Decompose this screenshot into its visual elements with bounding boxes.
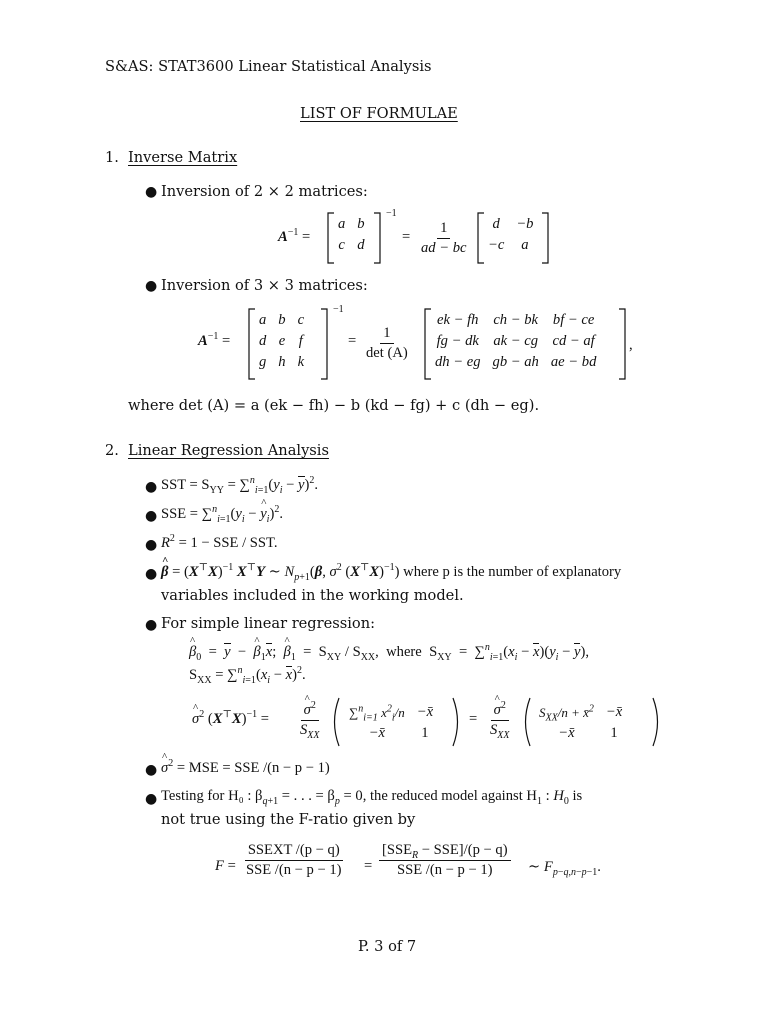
- m2-b: b: [357, 216, 365, 232]
- f-distribution: ∼ $F_{p-q,n-p-1}$.: [528, 859, 601, 878]
- m2inv-21: −c: [488, 237, 505, 253]
- bullet: ●: [145, 508, 158, 524]
- right-bracket: [540, 212, 550, 264]
- section-2-number: 2.: [105, 442, 119, 459]
- m3-cell: e: [278, 333, 286, 349]
- m2-a: a: [338, 216, 346, 232]
- page-number: P. 3 of 7: [358, 938, 417, 955]
- f-fraction-2: $\frac{[SSE_R - SSE]/(p - q)}{\text{SSE /(n − p − 1)}}$: [379, 842, 511, 879]
- matrix-2x2-adj: [482, 214, 539, 256]
- m3inv-cell: fg − dk: [436, 333, 479, 349]
- cov-lhs: ^ $\sigma^2$ $(X^⊤X)^{-1}$ =: [192, 711, 269, 728]
- sst-formula: SST = $S_{YY} = \sum^n_{i=1}(y_i - y)^2$.: [161, 475, 319, 496]
- section-2-title: Linear Regression Analysis: [128, 442, 329, 459]
- simple-estimators: ^ $\beta_0 = y$ − ^ $\beta_1x$; ^ $\beta_1 = S_{XY} / S_{XX}$, where $S_{XY} = \sum^n_{i=1}(x_i - x)(y_i - y)$,: [189, 644, 589, 661]
- m3-cell: d: [259, 333, 267, 349]
- course-header: S&AS: STAT3600 Linear Statistical Analysis: [105, 58, 432, 75]
- bullet: ●: [145, 479, 158, 495]
- left-paren: [520, 697, 532, 747]
- test-statement: Testing for H₀ : $\beta_{q+1}$ = . . . = $\beta_p = 0$, the reduced model against $H_1$ : $H_0$ is: [161, 788, 583, 807]
- section-1-number: 1.: [105, 149, 119, 166]
- m3inv-cell: dh − eg: [435, 354, 481, 370]
- simple-regression-label: For simple linear regression:: [161, 615, 376, 632]
- comma: ,: [629, 337, 633, 353]
- beta-hat-formula: ^ $\beta = (X^⊤X)^{-1}$ X⊤Y ∼ $N_{p+1}(\beta$, $\sigma^2$ $(X^⊤X)^{-1}$) where p is the number of explanatory: [161, 563, 621, 581]
- right-paren: [651, 697, 663, 747]
- left-paren: [329, 697, 341, 747]
- beta-hat-continuation: variables included in the working model.: [161, 587, 464, 604]
- right-bracket: [617, 308, 627, 380]
- inverse-superscript: −1: [333, 304, 344, 315]
- r2-formula: $R^2 = 1$ − SSE / SST.: [161, 533, 278, 551]
- inverse-superscript: −1: [386, 208, 397, 219]
- f-lhs: F =: [215, 858, 236, 874]
- m3-cell: f: [298, 333, 303, 349]
- m3inv-cell: ak − cg: [493, 333, 539, 349]
- sxx-definition: $S_{XX} = \sum^n_{i=1}(x_i - x)^2$.: [189, 665, 306, 686]
- sigma-fraction-1: ^ $\frac{\sigma^2}{S_{XX}}$: [297, 702, 323, 739]
- m3-cell: a: [259, 312, 267, 328]
- m3inv-cell: ch − bk: [493, 312, 539, 328]
- m3inv-cell: bf − ce: [552, 312, 595, 328]
- m2inv-22: a: [521, 237, 529, 253]
- page-title: LIST OF FORMULAE: [300, 105, 458, 122]
- bullet: ●: [145, 762, 158, 778]
- sigma-fraction-2: ^ $\frac{\sigma^2}{S_{XX}}$: [487, 702, 513, 739]
- bullet: ●: [145, 566, 158, 582]
- bullet: ●: [145, 791, 158, 807]
- m3-cell: g: [259, 354, 267, 370]
- m3-cell: b: [278, 312, 286, 328]
- a-inverse-lhs: $A^{-1}$ =: [278, 227, 311, 245]
- m3inv-cell: cd − af: [552, 333, 595, 349]
- fraction-3x3: $\frac{1}{\det (A)}$: [366, 325, 408, 361]
- f-fraction-1: $\frac{\text{SSEXT /(p − q)}}{\text{SSE /(n − p − 1)}}$: [246, 842, 342, 878]
- m3inv-cell: ae − bd: [550, 354, 597, 370]
- test-statement-continuation: not true using the F-ratio given by: [161, 811, 416, 828]
- matrix-2x2: [332, 214, 371, 256]
- bullet: ●: [145, 184, 158, 200]
- bullet: ●: [145, 537, 158, 553]
- bullet: ●: [145, 617, 158, 633]
- matrix-3x3-adj: [429, 310, 602, 373]
- m3-cell: c: [297, 312, 305, 328]
- equals: =: [469, 711, 478, 727]
- m2inv-12: −b: [516, 216, 534, 232]
- m3-cell: k: [297, 354, 305, 370]
- bullet: ●: [145, 278, 158, 294]
- m2-c: c: [338, 237, 345, 253]
- a-inverse-lhs-3: $A^{-1}$ =: [198, 331, 231, 349]
- inversion-3x3-label: Inversion of 3 × 3 matrices:: [161, 277, 368, 294]
- fraction-2x2: $\frac{1}{ad - bc}$: [421, 220, 467, 256]
- inversion-2x2-label: Inversion of 2 × 2 matrices:: [161, 183, 368, 200]
- equals: =: [402, 229, 411, 245]
- m3inv-cell: gb − ah: [492, 354, 539, 370]
- section-1-title: Inverse Matrix: [128, 149, 238, 166]
- right-bracket: [319, 308, 329, 380]
- m3-cell: h: [278, 354, 286, 370]
- equals: =: [348, 333, 357, 349]
- sse-formula: SSE = $\sum^n_{i=1}(y_i$ − ^ $y_i)^2$.: [161, 506, 283, 523]
- det-definition: where det (A) = a (ek − fh) − b (kd − fg) + c (dh − eg).: [128, 397, 540, 414]
- mse-formula: ^ $\sigma^2$ = MSE = SSE /(n − p − 1): [161, 760, 330, 777]
- m2-d: d: [357, 237, 365, 253]
- cov-matrix-2: $S_{XX}/n$ + x̄$^2$ −x̄ −x̄ 1: [539, 703, 623, 741]
- right-bracket: [372, 212, 382, 264]
- cov-matrix-1: ∑$^n_{i=1}$ $x^2_i/n$ −x̄ −x̄ 1: [349, 703, 434, 741]
- equals: =: [364, 858, 373, 874]
- matrix-3x3: [253, 310, 310, 373]
- right-paren: [451, 697, 463, 747]
- m3inv-cell: ek − fh: [437, 312, 479, 328]
- m2inv-11: d: [492, 216, 500, 232]
